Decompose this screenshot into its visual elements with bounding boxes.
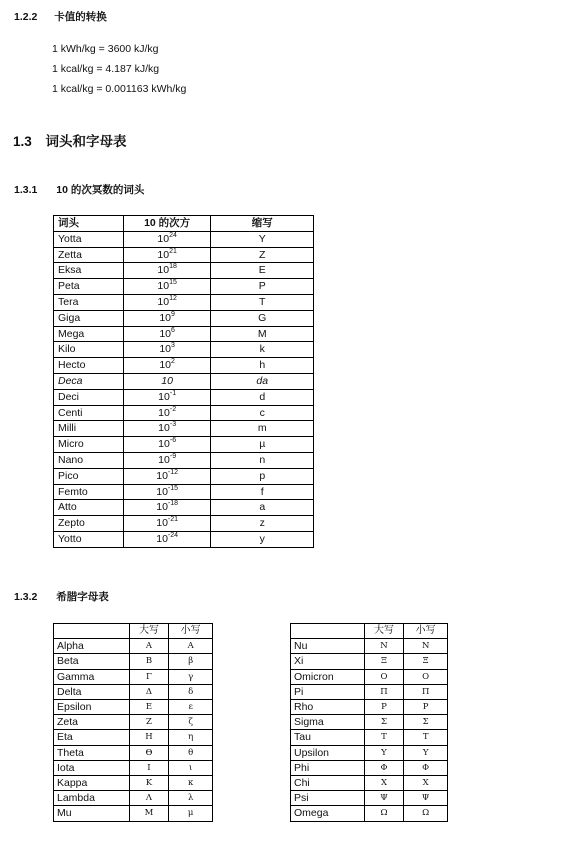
letter-name-cell: Iota bbox=[54, 760, 130, 775]
power-cell bbox=[123, 373, 211, 389]
prefix-name-cell: Peta bbox=[54, 279, 124, 295]
prefix-name-cell: Kilo bbox=[54, 342, 124, 358]
uppercase-cell: Ψ bbox=[364, 791, 404, 806]
table-row bbox=[291, 760, 448, 775]
power-cell bbox=[123, 389, 211, 405]
lowercase-cell: ι bbox=[169, 760, 213, 775]
lowercase-cell: γ bbox=[169, 669, 213, 684]
power-cell bbox=[123, 468, 211, 484]
table-row bbox=[54, 715, 213, 730]
power-cell bbox=[123, 247, 211, 263]
power-base: 10 bbox=[157, 264, 170, 277]
column-header bbox=[291, 624, 365, 639]
prefix-name-cell: Micro bbox=[54, 437, 124, 453]
lowercase-cell: β bbox=[169, 654, 213, 669]
abbreviation-cell: p bbox=[211, 468, 314, 484]
abbreviation-cell: k bbox=[211, 342, 314, 358]
power-cell bbox=[123, 484, 211, 500]
letter-name-cell: Mu bbox=[54, 806, 130, 821]
conversion-line: 1 kcal/kg = 4.187 kJ/kg bbox=[52, 63, 160, 75]
power-cell bbox=[123, 437, 211, 453]
lowercase-cell: λ bbox=[169, 791, 213, 806]
power-exponent: 24 bbox=[169, 231, 177, 239]
section-number: 1.3 bbox=[13, 134, 32, 149]
prefix-name-cell: Hecto bbox=[54, 358, 124, 374]
table-row bbox=[291, 745, 448, 760]
letter-name-cell: Nu bbox=[291, 639, 365, 654]
table-row bbox=[54, 745, 213, 760]
uppercase-cell: Σ bbox=[364, 715, 404, 730]
section-1-3-1-heading bbox=[14, 182, 144, 197]
table-row bbox=[291, 684, 448, 699]
power-exponent: 21 bbox=[169, 247, 177, 255]
power-base: 10 bbox=[159, 359, 172, 372]
power-cell bbox=[123, 263, 211, 279]
uppercase-cell: Π bbox=[364, 684, 404, 699]
table-row bbox=[54, 669, 213, 684]
greek-table-left bbox=[53, 623, 213, 822]
table-row bbox=[54, 730, 213, 745]
letter-name-cell: Pi bbox=[291, 684, 365, 699]
letter-name-cell: Omega bbox=[291, 806, 365, 821]
greek-table-right bbox=[290, 623, 448, 822]
table-row bbox=[291, 806, 448, 821]
power-cell bbox=[123, 531, 211, 547]
letter-name-cell: Beta bbox=[54, 654, 130, 669]
uppercase-cell: Λ bbox=[129, 791, 169, 806]
lowercase-cell: Τ bbox=[404, 730, 448, 745]
uppercase-cell: Ζ bbox=[129, 715, 169, 730]
table-row bbox=[54, 373, 314, 389]
power-cell bbox=[123, 310, 211, 326]
lowercase-cell: κ bbox=[169, 776, 213, 791]
lowercase-cell: δ bbox=[169, 684, 213, 699]
power-exponent: 18 bbox=[169, 263, 177, 271]
abbreviation-cell: n bbox=[211, 452, 314, 468]
power-cell bbox=[123, 279, 211, 295]
power-exponent: 9 bbox=[171, 310, 175, 318]
table-row bbox=[291, 791, 448, 806]
uppercase-cell: Ξ bbox=[364, 654, 404, 669]
table-row bbox=[54, 421, 314, 437]
table-row bbox=[54, 452, 314, 468]
power-base: 10 bbox=[156, 517, 168, 530]
table-row bbox=[54, 342, 314, 358]
power-exponent: 12 bbox=[169, 294, 177, 302]
power-cell bbox=[123, 500, 211, 516]
power-cell bbox=[123, 231, 211, 247]
table-row bbox=[291, 776, 448, 791]
uppercase-cell: Ι bbox=[129, 760, 169, 775]
column-header: 缩写 bbox=[211, 216, 314, 232]
letter-name-cell: Lambda bbox=[54, 791, 130, 806]
lowercase-cell: θ bbox=[169, 745, 213, 760]
uppercase-cell: Μ bbox=[129, 806, 169, 821]
power-base: 10 bbox=[158, 390, 170, 403]
letter-name-cell: Delta bbox=[54, 684, 130, 699]
abbreviation-cell: E bbox=[211, 263, 314, 279]
letter-name-cell: Sigma bbox=[291, 715, 365, 730]
conversion-line: 1 kcal/kg = 0.001163 kWh/kg bbox=[52, 83, 187, 95]
table-row bbox=[291, 700, 448, 715]
section-1-3-heading bbox=[13, 130, 127, 150]
power-exponent: -21 bbox=[167, 516, 179, 524]
prefix-name-cell: Tera bbox=[54, 294, 124, 310]
prefix-name-cell: Zepto bbox=[54, 516, 124, 532]
power-base: 10 bbox=[157, 232, 170, 245]
abbreviation-cell: M bbox=[211, 326, 314, 342]
letter-name-cell: Eta bbox=[54, 730, 130, 745]
lowercase-cell: Ψ bbox=[404, 791, 448, 806]
power-exponent: 6 bbox=[171, 326, 175, 334]
power-base: 10 bbox=[157, 280, 170, 293]
table-row bbox=[54, 294, 314, 310]
abbreviation-cell: µ bbox=[211, 437, 314, 453]
uppercase-cell: Ο bbox=[364, 669, 404, 684]
letter-name-cell: Gamma bbox=[54, 669, 130, 684]
abbreviation-cell: da bbox=[211, 373, 314, 389]
prefix-name-cell: Atto bbox=[54, 500, 124, 516]
section-title: 卡值的转换 bbox=[54, 11, 107, 23]
letter-name-cell: Upsilon bbox=[291, 745, 365, 760]
table-row bbox=[54, 684, 213, 699]
prefix-name-cell: Deca bbox=[54, 373, 124, 389]
abbreviation-cell: a bbox=[211, 500, 314, 516]
letter-name-cell: Chi bbox=[291, 776, 365, 791]
power-exponent: -15 bbox=[167, 484, 179, 492]
letter-name-cell: Psi bbox=[291, 791, 365, 806]
table-row bbox=[291, 639, 448, 654]
uppercase-cell: Ε bbox=[129, 700, 169, 715]
lowercase-cell: Π bbox=[404, 684, 448, 699]
letter-name-cell: Zeta bbox=[54, 715, 130, 730]
table-row bbox=[54, 531, 314, 547]
abbreviation-cell: Z bbox=[211, 247, 314, 263]
section-1-2-2-heading bbox=[14, 9, 107, 24]
letter-name-cell: Alpha bbox=[54, 639, 130, 654]
lowercase-cell: Α bbox=[169, 639, 213, 654]
letter-name-cell: Tau bbox=[291, 730, 365, 745]
power-exponent: -24 bbox=[167, 531, 179, 539]
power-base: 10 bbox=[157, 295, 170, 308]
power-exponent: 2 bbox=[171, 358, 175, 366]
abbreviation-cell: G bbox=[211, 310, 314, 326]
table-row bbox=[54, 405, 314, 421]
table-row bbox=[54, 468, 314, 484]
lowercase-cell: Ω bbox=[404, 806, 448, 821]
power-base: 10 bbox=[158, 438, 170, 451]
uppercase-cell: Ν bbox=[364, 639, 404, 654]
conversion-line: 1 kWh/kg = 3600 kJ/kg bbox=[52, 43, 159, 55]
letter-name-cell: Phi bbox=[291, 760, 365, 775]
column-header: 10 的次方 bbox=[123, 216, 211, 232]
abbreviation-cell: d bbox=[211, 389, 314, 405]
uppercase-cell: Κ bbox=[129, 776, 169, 791]
lowercase-cell: Φ bbox=[404, 760, 448, 775]
power-base: 10 bbox=[159, 343, 172, 356]
abbreviation-cell: f bbox=[211, 484, 314, 500]
uppercase-cell: Η bbox=[129, 730, 169, 745]
power-cell bbox=[123, 405, 211, 421]
column-header: 大写 bbox=[129, 624, 169, 639]
power-base: 10 bbox=[159, 327, 172, 340]
uppercase-cell: Δ bbox=[129, 684, 169, 699]
prefix-name-cell: Femto bbox=[54, 484, 124, 500]
power-exponent: -3 bbox=[169, 421, 177, 429]
uppercase-cell: Θ bbox=[129, 745, 169, 760]
column-header bbox=[54, 624, 130, 639]
table-row bbox=[54, 484, 314, 500]
table-row bbox=[54, 247, 314, 263]
power-base: 10 bbox=[158, 406, 170, 419]
prefix-name-cell: Nano bbox=[54, 452, 124, 468]
uppercase-cell: Α bbox=[129, 639, 169, 654]
table-row bbox=[291, 715, 448, 730]
lowercase-cell: Ο bbox=[404, 669, 448, 684]
lowercase-cell: μ bbox=[169, 806, 213, 821]
prefix-name-cell: Eksa bbox=[54, 263, 124, 279]
lowercase-cell: Υ bbox=[404, 745, 448, 760]
table-row bbox=[54, 806, 213, 821]
abbreviation-cell: h bbox=[211, 358, 314, 374]
table-row bbox=[291, 669, 448, 684]
section-title: 词头和字母表 bbox=[45, 134, 127, 149]
abbreviation-cell: T bbox=[211, 294, 314, 310]
table-row bbox=[54, 326, 314, 342]
power-exponent: -12 bbox=[167, 468, 179, 476]
power-cell bbox=[123, 294, 211, 310]
prefix-name-cell: Centi bbox=[54, 405, 124, 421]
table-header-row bbox=[54, 624, 213, 639]
section-title: 希腊字母表 bbox=[56, 591, 109, 603]
power-base: 10 bbox=[156, 532, 168, 545]
lowercase-cell: Σ bbox=[404, 715, 448, 730]
lowercase-cell: Ρ bbox=[404, 700, 448, 715]
table-row bbox=[54, 310, 314, 326]
power-exponent: 3 bbox=[171, 342, 175, 350]
letter-name-cell: Xi bbox=[291, 654, 365, 669]
table-row bbox=[291, 730, 448, 745]
letter-name-cell: Kappa bbox=[54, 776, 130, 791]
section-number: 1.3.1 bbox=[14, 184, 38, 196]
lowercase-cell: Ν bbox=[404, 639, 448, 654]
table-row bbox=[54, 500, 314, 516]
lowercase-cell: Ξ bbox=[404, 654, 448, 669]
prefix-name-cell: Milli bbox=[54, 421, 124, 437]
uppercase-cell: Ρ bbox=[364, 700, 404, 715]
power-base: 10 bbox=[157, 248, 170, 261]
prefix-name-cell: Mega bbox=[54, 326, 124, 342]
table-row bbox=[54, 231, 314, 247]
power-base: 10 bbox=[158, 422, 170, 435]
table-row bbox=[54, 760, 213, 775]
letter-name-cell: Rho bbox=[291, 700, 365, 715]
power-cell bbox=[123, 452, 211, 468]
abbreviation-cell: c bbox=[211, 405, 314, 421]
power-cell bbox=[123, 342, 211, 358]
section-number: 1.3.2 bbox=[14, 591, 38, 603]
power-exponent: 15 bbox=[169, 279, 177, 287]
power-cell bbox=[123, 358, 211, 374]
lowercase-cell: ε bbox=[169, 700, 213, 715]
power-exponent: -2 bbox=[169, 405, 177, 413]
prefix-table bbox=[53, 215, 314, 548]
uppercase-cell: Τ bbox=[364, 730, 404, 745]
table-row bbox=[54, 791, 213, 806]
table-header-row bbox=[54, 216, 314, 232]
table-row bbox=[291, 654, 448, 669]
column-header: 大写 bbox=[364, 624, 404, 639]
power-exponent: -18 bbox=[167, 500, 179, 508]
prefix-name-cell: Yotta bbox=[54, 231, 124, 247]
table-row bbox=[54, 279, 314, 295]
letter-name-cell: Theta bbox=[54, 745, 130, 760]
uppercase-cell: Γ bbox=[129, 669, 169, 684]
abbreviation-cell: z bbox=[211, 516, 314, 532]
lowercase-cell: η bbox=[169, 730, 213, 745]
uppercase-cell: Υ bbox=[364, 745, 404, 760]
abbreviation-cell: m bbox=[211, 421, 314, 437]
power-base: 10 bbox=[161, 374, 173, 387]
power-cell bbox=[123, 516, 211, 532]
section-title: 10 的次冥数的词头 bbox=[56, 184, 145, 196]
abbreviation-cell: P bbox=[211, 279, 314, 295]
prefix-name-cell: Giga bbox=[54, 310, 124, 326]
power-base: 10 bbox=[158, 453, 170, 466]
table-row bbox=[54, 516, 314, 532]
power-exponent: -9 bbox=[169, 452, 177, 460]
section-1-3-2-heading bbox=[14, 589, 109, 604]
table-header-row bbox=[291, 624, 448, 639]
table-row bbox=[54, 389, 314, 405]
table-row bbox=[54, 776, 213, 791]
table-row bbox=[54, 263, 314, 279]
uppercase-cell: Ω bbox=[364, 806, 404, 821]
table-row bbox=[54, 700, 213, 715]
uppercase-cell: Β bbox=[129, 654, 169, 669]
power-exponent: -6 bbox=[169, 437, 177, 445]
abbreviation-cell: Y bbox=[211, 231, 314, 247]
column-header: 词头 bbox=[54, 216, 124, 232]
prefix-name-cell: Zetta bbox=[54, 247, 124, 263]
table-row bbox=[54, 654, 213, 669]
power-base: 10 bbox=[156, 501, 168, 514]
lowercase-cell: Χ bbox=[404, 776, 448, 791]
table-row bbox=[54, 639, 213, 654]
prefix-name-cell: Deci bbox=[54, 389, 124, 405]
uppercase-cell: Χ bbox=[364, 776, 404, 791]
power-cell bbox=[123, 421, 211, 437]
power-base: 10 bbox=[156, 469, 168, 482]
abbreviation-cell: y bbox=[211, 531, 314, 547]
column-header: 小写 bbox=[404, 624, 448, 639]
column-header: 小写 bbox=[169, 624, 213, 639]
power-base: 10 bbox=[156, 485, 168, 498]
power-base: 10 bbox=[159, 311, 172, 324]
section-number: 1.2.2 bbox=[14, 11, 38, 23]
table-row bbox=[54, 437, 314, 453]
prefix-name-cell: Pico bbox=[54, 468, 124, 484]
lowercase-cell: ζ bbox=[169, 715, 213, 730]
table-row bbox=[54, 358, 314, 374]
power-cell bbox=[123, 326, 211, 342]
letter-name-cell: Omicron bbox=[291, 669, 365, 684]
power-exponent: -1 bbox=[169, 389, 177, 397]
letter-name-cell: Epsilon bbox=[54, 700, 130, 715]
prefix-name-cell: Yotto bbox=[54, 531, 124, 547]
uppercase-cell: Φ bbox=[364, 760, 404, 775]
